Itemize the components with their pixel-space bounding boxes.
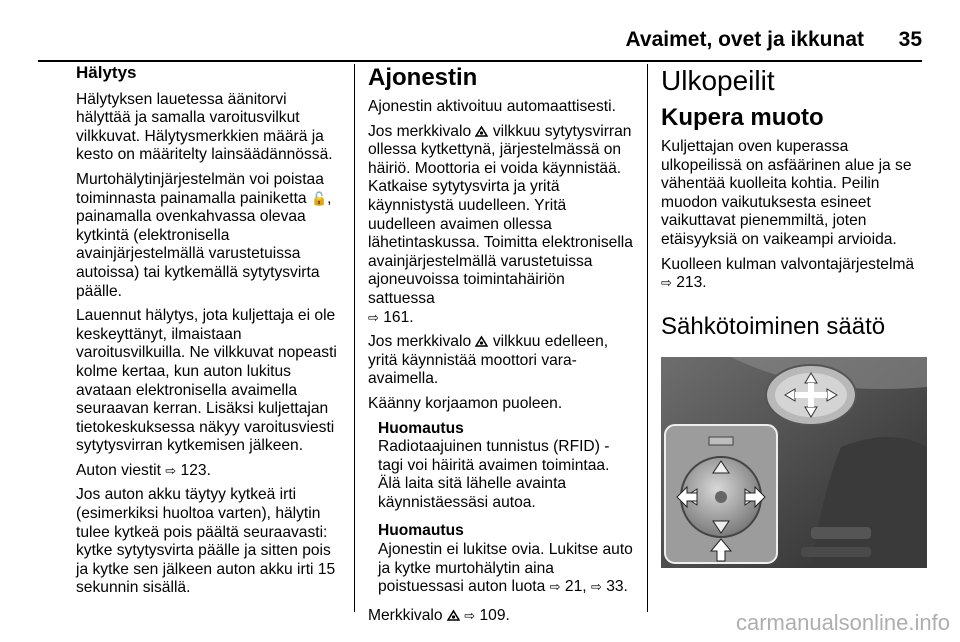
chapter-heading-mirrors: Ulkopeilit (661, 65, 775, 96)
immobilizer-key-icon (475, 125, 488, 137)
column-divider (354, 64, 355, 612)
reference-arrow-icon: ⇨ (549, 579, 561, 595)
unlock-icon: 🔓 (310, 190, 328, 206)
paragraph: Ajonestin aktivoituu automaattisesti. (368, 98, 616, 115)
paragraph: Kuljettajan oven kuperassa ulkopeilissä on asfäärinen alue ja se vähentää kuolleita kohtia. Peilin muodon vaikutuksesta esineet vaikuttavat pienemmiltä, joten etäisyyksiä on vaikeampi arvioida. (661, 138, 912, 248)
note-box (378, 420, 634, 513)
page-number: 35 (898, 28, 922, 51)
page-title: Avaimet, ovet ja ikkunat (625, 28, 864, 51)
note-text: Radiotaajuinen tunnistus (RFID) -tagi voi häiritä avaimen toimintaa. Älä laita sitä lähelle avainta käynnistäessäsi autoa. (378, 438, 610, 511)
immobilizer-key-icon (475, 335, 488, 347)
reference-arrow-icon: ⇨ (368, 309, 379, 325)
page-reference-link[interactable]: 21, (564, 578, 587, 596)
paragraph: Hälytyksen lauetessa äänitorvi hälyttää ja samalla varoitusvilkut vilkkuvat. Hälytysmerkkien määrä ja kesto on määritelty lainsäädännössä. (76, 90, 333, 164)
column-alarm (76, 64, 342, 604)
note-text: Ajonestin ei lukitse ovia. Lukitse auto ja kytke murtohälytin aina poistuessasi auton luota (378, 541, 633, 596)
paragraph: Murtohälytinjärjestelmän voi poistaa toiminnasta painamalla painiketta 🔓, painamalla ovenkahvassa olevaa kytkintä (elektronisella avainjärjestelmällä varustetuissa autoissa) tai kytkemällä sytytysvirta päälle. (76, 170, 332, 300)
note-title: Huomautus (378, 522, 464, 540)
paragraph: Käänny korjaamon puoleen. (368, 394, 563, 412)
paragraph: Jos merkkivalo vilkkuu sytytysvirran ollessa kytkettynä, järjestelmässä on häiriö. Moottoria ei voida käynnistää. Katkaise sytytysvirta ja yritä käynnistystä uudelleen. Yritä uudelleen avaimen ollessa lähetintaskussa. Toimitta elektronisella avainjärjestelmällä varustetuissa ajoneuvoissa toimintahäiriön sattuessa ⇨ 161. (368, 122, 633, 326)
paragraph: Jos auton akku täytyy kytkeä irti (esimerkiksi huoltoa varten), hälytin tulee kytkeä pois päältä seuraavasti: kytke sytytysvirta päälle ja sitten pois ja kytke sen jälkeen auton akku irti 15 sekunnin sisällä. (76, 486, 336, 597)
section-heading-alarm: Hälytys (76, 63, 137, 82)
paragraph: Jos merkkivalo vilkkuu edelleen, yritä käynnistää moottori vara-avaimella. (368, 333, 609, 388)
column-mirrors (661, 64, 927, 568)
note-title: Huomautus (378, 419, 464, 437)
mirror-control-illustration (661, 357, 927, 568)
section-heading-immobilizer: Ajonestin (368, 64, 478, 91)
reference-arrow-icon: ⇨ (165, 462, 177, 478)
column-immobilizer (368, 64, 634, 631)
side-mirror-icon (766, 365, 856, 425)
section-heading-electric-adjust: Sähkötoiminen säätö (661, 312, 886, 340)
column-divider (647, 64, 648, 612)
page-reference-link[interactable]: 109. (479, 606, 510, 624)
reference-arrow-icon: ⇨ (590, 579, 602, 595)
immobilizer-key-icon (447, 609, 460, 621)
note-box (378, 522, 634, 596)
reference-arrow-icon: ⇨ (464, 607, 476, 623)
page-reference-link[interactable]: 161. (383, 308, 414, 326)
header-rule (38, 60, 922, 62)
paragraph: Kuolleen kulman valvontajärjestelmä ⇨ 213. (661, 255, 915, 292)
page-header (38, 28, 922, 54)
paragraph: Lauennut hälytys, jota kuljettaja ei ole keskeyttänyt, ilmaistaan varoitusvilkuilla. Ne vilkkuvat nopeasti kolme kertaa, kun auton lukitus avataan elektronisella avaimella seuraavan kerran. Lisäksi kuljettajan tietokeskuksessa näkyy varoitusviesti sytytysvirran kytkemisen jälkeen. (76, 307, 337, 455)
page-reference-link[interactable]: 33. (606, 578, 628, 596)
reference-arrow-icon: ⇨ (661, 275, 672, 291)
watermark: carmanualsonline.info (735, 610, 950, 635)
page-reference-link[interactable]: 213. (676, 274, 707, 292)
paragraph: Auton viestit ⇨ 123. (76, 461, 211, 479)
section-heading-convex: Kupera muoto (661, 104, 824, 131)
page-reference-link[interactable]: 123. (180, 461, 211, 479)
paragraph: Merkkivalo ⇨ 109. (368, 606, 510, 624)
